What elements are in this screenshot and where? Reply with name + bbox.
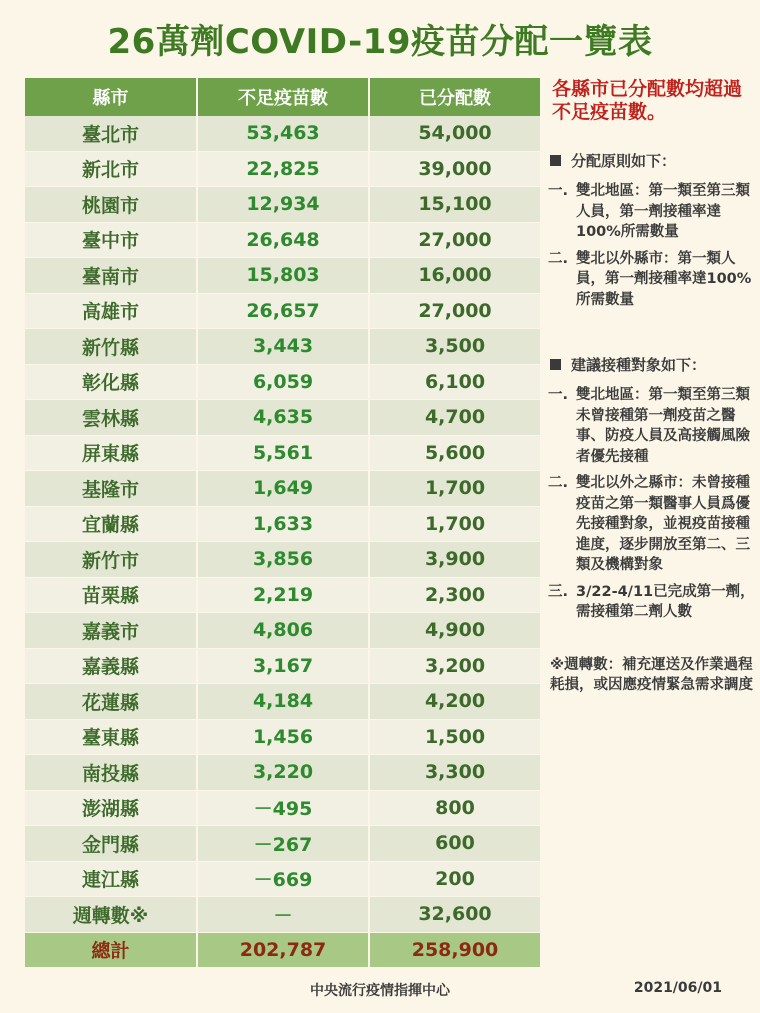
- allocated-cell: 6,100: [369, 364, 540, 400]
- item-text: 雙北地區：第一類至第三類未曾接種第一劑疫苗之醫事、防疫人員及高接觸風險者優先接種: [576, 387, 750, 465]
- shortage-cell: 5,561: [197, 435, 369, 471]
- shortage-cell: 3,856: [197, 542, 369, 578]
- total-shortage: 202,787: [197, 932, 369, 967]
- shortage-cell: －669: [197, 861, 369, 897]
- table-header-row: [25, 78, 540, 116]
- issuing-agency: 中央流行疫情指揮中心: [310, 983, 450, 999]
- region-cell: 雲林縣: [25, 400, 197, 436]
- region-cell: 新竹縣: [25, 329, 197, 365]
- region-cell: 嘉義縣: [25, 648, 197, 684]
- region-cell: 宜蘭縣: [25, 506, 197, 542]
- allocated-cell: 39,000: [369, 151, 540, 187]
- column-header-allocated: 已分配數: [369, 78, 540, 116]
- region-cell: 花蓮縣: [25, 684, 197, 720]
- shortage-cell: －267: [197, 826, 369, 862]
- item-text: 雙北地區：第一類至第三類人員，第一劑接種率達100%所需數量: [576, 183, 750, 240]
- table-row: [25, 258, 540, 294]
- table-row: [25, 826, 540, 862]
- allocation-table: [25, 78, 540, 968]
- shortage-cell: 15,803: [197, 258, 369, 294]
- region-cell: 南投縣: [25, 755, 197, 791]
- recommended-targets-heading: [550, 354, 756, 375]
- item-text: 雙北以外縣市：第一類人員，第一劑接種率達100%所需數量: [576, 250, 752, 308]
- shortage-cell: 12,934: [197, 187, 369, 223]
- item-text: 3/22-4/11已完成第一劑，需接種第二劑人數: [576, 583, 755, 620]
- shortage-cell: 2,219: [197, 577, 369, 613]
- turnover-footnote: ※週轉數：補充運送及作業過程耗損，或因應疫情緊急需求調度: [550, 656, 753, 693]
- allocated-cell: 1,700: [369, 506, 540, 542]
- allocated-cell: 3,900: [369, 542, 540, 578]
- table-row: [25, 648, 540, 684]
- shortage-cell: 6,059: [197, 364, 369, 400]
- table-row: [25, 506, 540, 542]
- allocated-cell: 200: [369, 861, 540, 897]
- table-row: [25, 861, 540, 897]
- shortage-cell: 4,184: [197, 684, 369, 720]
- table-row: [25, 329, 540, 365]
- item-marker: 一.: [548, 183, 569, 199]
- page-title: 26萬劑COVID-19疫苗分配一覽表: [107, 22, 653, 62]
- issue-date: 2021/06/01: [633, 980, 722, 996]
- table-row: [25, 364, 540, 400]
- item-text: 雙北以外之縣市：未曾接種疫苗之第一類醫事人員爲優先接種對象，並視疫苗接種進度，逐步開放至第二、三類及機構對象: [576, 475, 750, 573]
- column-header-shortage: 不足疫苗數: [197, 78, 369, 116]
- shortage-cell: 3,220: [197, 755, 369, 791]
- region-cell: 金門縣: [25, 826, 197, 862]
- shortage-cell: 26,657: [197, 293, 369, 329]
- shortage-cell: 26,648: [197, 222, 369, 258]
- region-cell: 基隆市: [25, 471, 197, 507]
- table-row: [25, 719, 540, 755]
- table-row: [25, 613, 540, 649]
- region-cell: 新北市: [25, 151, 197, 187]
- item-marker: 二.: [548, 250, 569, 267]
- shortage-cell: －: [197, 897, 369, 933]
- region-cell: 臺中市: [25, 222, 197, 258]
- shortage-cell: 1,649: [197, 471, 369, 507]
- item-marker: 二.: [548, 475, 569, 491]
- total-row: [25, 932, 540, 967]
- table-row: [25, 116, 540, 151]
- side-panel: [548, 78, 756, 696]
- principle-item-2: [548, 249, 756, 311]
- item-marker: 三.: [548, 583, 569, 600]
- allocated-cell: 800: [369, 790, 540, 826]
- allocation-principles-title: 分配原則如下：: [571, 152, 677, 170]
- allocated-cell: 3,300: [369, 755, 540, 791]
- shortage-cell: 3,167: [197, 648, 369, 684]
- allocated-cell: 27,000: [369, 293, 540, 329]
- shortage-cell: 4,635: [197, 400, 369, 436]
- shortage-cell: 4,806: [197, 613, 369, 649]
- allocated-cell: 1,500: [369, 719, 540, 755]
- table-row: [25, 897, 540, 933]
- table-row: [25, 435, 540, 471]
- region-cell: 桃園市: [25, 187, 197, 223]
- summary-headline: 各縣市已分配數均超過不足疫苗數。: [552, 78, 743, 123]
- allocated-cell: 4,200: [369, 684, 540, 720]
- allocated-cell: 3,200: [369, 648, 540, 684]
- table-row: [25, 542, 540, 578]
- allocated-cell: 600: [369, 826, 540, 862]
- shortage-cell: 53,463: [197, 116, 369, 151]
- allocated-cell: 1,700: [369, 471, 540, 507]
- table-row: [25, 790, 540, 826]
- allocated-cell: 32,600: [369, 897, 540, 933]
- region-cell: 嘉義市: [25, 613, 197, 649]
- shortage-cell: 1,633: [197, 506, 369, 542]
- table-row: [25, 151, 540, 187]
- region-cell: 臺南市: [25, 258, 197, 294]
- allocated-cell: 5,600: [369, 435, 540, 471]
- allocated-cell: 54,000: [369, 116, 540, 151]
- square-bullet-icon: [550, 155, 561, 166]
- region-cell: 新竹市: [25, 542, 197, 578]
- allocation-principles-heading: [550, 150, 756, 171]
- table-row: [25, 684, 540, 720]
- region-cell: 苗栗縣: [25, 577, 197, 613]
- table-row: [25, 222, 540, 258]
- allocated-cell: 2,300: [369, 577, 540, 613]
- allocated-cell: 16,000: [369, 258, 540, 294]
- table-row: [25, 577, 540, 613]
- region-cell: 週轉數※: [25, 897, 197, 933]
- region-cell: 彰化縣: [25, 364, 197, 400]
- region-cell: 澎湖縣: [25, 790, 197, 826]
- region-cell: 高雄市: [25, 293, 197, 329]
- table-row: [25, 293, 540, 329]
- region-cell: 臺北市: [25, 116, 197, 151]
- shortage-cell: －495: [197, 790, 369, 826]
- shortage-cell: 1,456: [197, 719, 369, 755]
- target-item-2: [548, 473, 756, 576]
- allocated-cell: 3,500: [369, 329, 540, 365]
- total-label: 總計: [25, 932, 197, 967]
- principle-item-1: [548, 181, 756, 243]
- target-item-1: [548, 385, 756, 467]
- table-body: [25, 116, 540, 932]
- allocated-cell: 15,100: [369, 187, 540, 223]
- shortage-cell: 3,443: [197, 329, 369, 365]
- shortage-cell: 22,825: [197, 151, 369, 187]
- region-cell: 臺東縣: [25, 719, 197, 755]
- target-item-3: [548, 582, 756, 623]
- region-cell: 屏東縣: [25, 435, 197, 471]
- allocated-cell: 4,700: [369, 400, 540, 436]
- table-row: [25, 471, 540, 507]
- square-bullet-icon: [550, 359, 561, 370]
- total-allocated: 258,900: [369, 932, 540, 967]
- allocated-cell: 4,900: [369, 613, 540, 649]
- allocated-cell: 27,000: [369, 222, 540, 258]
- table-row: [25, 755, 540, 791]
- column-header-region: 縣市: [25, 78, 197, 116]
- recommended-targets-title: 建議接種對象如下：: [571, 356, 707, 374]
- table-row: [25, 187, 540, 223]
- table-row: [25, 400, 540, 436]
- region-cell: 連江縣: [25, 861, 197, 897]
- item-marker: 一.: [548, 387, 569, 403]
